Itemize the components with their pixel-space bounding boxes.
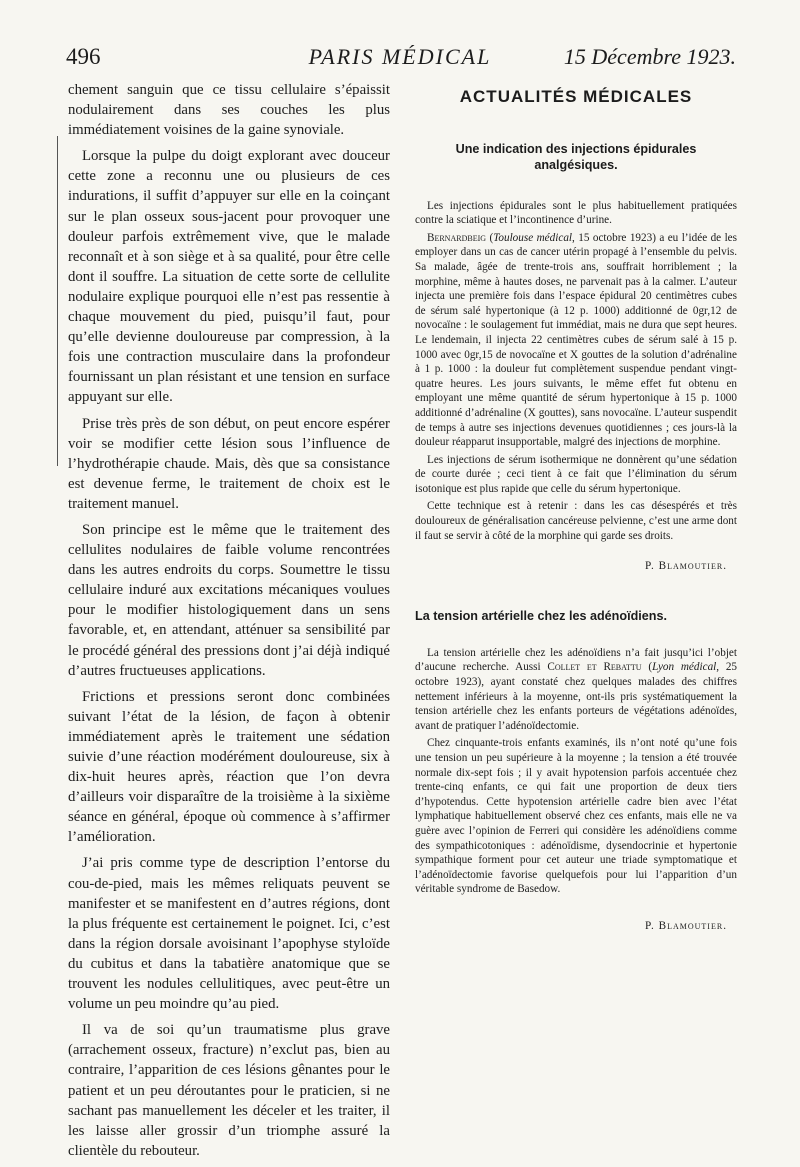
source-journal: Lyon médical — [652, 661, 717, 674]
article-title: La tension artérielle chez les adénoïdiens. — [415, 608, 667, 623]
issue-date: 15 Décembre 1923. — [563, 44, 736, 69]
signature: P. Blamoutier. — [645, 919, 727, 932]
paragraph: Frictions et pressions seront donc combinées suivant l’état de la lésion, de façon à obtenir immédiatement après le traitement une sédation suivie d’une réaction modérément douloureuse, six à dix-huit heures après, réaction que l’on devra d’ailleurs voir disparaître de la troisième à la sixième séance en général, époque où commence à s’affirmer l’amélioration. — [68, 688, 390, 846]
paragraph-text: , 25 octobre 1923), ayant constaté chez quelques malades des chiffres nettement inférieurs à la moyenne, ont-ils pris systématiquement la tension artérielle chez les enfants porteurs de végétations adénoïdes, avant de pratiquer l’adénoïdectomie. — [415, 661, 738, 732]
paragraph: Il va de soi qu’un traumatisme plus grave (arrachement osseux, fracture) n’exclut pas, bien au contraire, l’apparition de ces lésions gênantes pour le patient et un peu déroutantes pour le praticien, si ne sachant pas manuellement les déceler et les traiter, il les laisse aller grossir d’un triomphe assuré la clientèle du rebouteur. — [68, 1022, 390, 1159]
left-column — [68, 80, 390, 1167]
paragraph: Les injections épidurales sont le plus habituellement pratiquées contre la sciatique et l’incontinence d’urine. — [415, 199, 737, 227]
paragraph: Prise très près de son début, on peut encore espérer voir se modifier cette lésion sous l’influence de l’hydrothérapie chaude. Mais, dès que sa consistance est devenue ferme, le traitement de choix est le traitement manuel. — [68, 415, 390, 512]
source-journal: Toulouse médical — [493, 231, 573, 244]
article-title: Une indication des injections épidurales analgésiques. — [455, 141, 697, 172]
paragraph: La tension artérielle chez les adénoïdiens n’a fait jusqu’ici l’objet d’aucune recherche. Aussi Collet et Rebattu (Lyon médical, 25 octobre 1923), ayant constaté chez quelques malades des chiffres nettement inférieurs à la moyenne, ont-ils pris systématiquement la tension artérielle chez les enfants porteurs de végétations adénoïdes, avant de pratiquer l’adénoïdectomie. — [415, 646, 738, 732]
paragraph: Lorsque la pulpe du doigt explorant avec douceur cette zone a reconnu une ou plusieurs de ces indurations, il suffit d’appuyer sur elle en la coinçant sur le plan osseux sous-jacent pour provoquer une douleur parfois extrêmement vive, que le malade reconnaît et à son siège et à sa qualité, pour être celle dont il souffre. La situation de cette sorte de cellulite nodulaire explique pourquoi elle n’est pas ressentie à chaque mouvement du pied, puisqu’il faut, pour qu’elle devienne douloureuse par compression, à la fois une contraction musculaire dans la profondeur fournissant un plan résistant et une tension en surface appuyant sur elle. — [68, 148, 390, 406]
paragraph: Bernardbeig (Toulouse médical, 15 octobre 1923) a eu l’idée de les employer dans un cas de cancer utérin propagé à l’ensemble du pelvis. Sa malade, âgée de trente-trois ans, souffrait horriblement ; la morphine, même à hautes doses, ne parvenait pas à la calmer. L’auteur injecta une première fois dans l’espace épidural 20 centimètres cubes de sérum salé hypertonique (à 12 p. 1000) additionné de 0gr,12 de novocaïne : le soulagement fut immédiat, mais ne dura que sept heures. Le lendemain, il injecta 22 centimètres cubes de sérum salé à 15 p. 1000 avec 0gr,15 de novocaïne et X gouttes de la solution d’adrénaline à 1 p. 1000 : la douleur fut complètement suspendue pendant vingt-quatre heures. Les jours suivants, le même effet fut obtenu en employant une même quantité de sérum hypertonique à 15 p. 1000 additionné d’adrénaline (X gouttes), sans novocaïne. L’auteur suspendit de temps à autre ses injections devenues quotidiennes ; ces jours-là la douleur réapparut insupportable, malgré des injections de morphine. — [415, 231, 737, 449]
author-name: Collet et Rebattu — [547, 661, 642, 674]
margin-bracket — [57, 136, 64, 466]
paragraph: Les injections de sérum isothermique ne donnèrent qu’une sédation de courte durée ; ceci tient à ce fait que l’élimination du sérum isotonique est plus rapide que celle du sérum hypertonique. — [415, 453, 737, 495]
journal-title: PARIS MÉDICAL — [308, 44, 492, 69]
paragraph-text: , 15 octobre 1923) a eu l’idée de les employer dans un cas de cancer utérin propagé à l’ensemble du pelvis. Sa malade, âgée de trente-trois ans, souffrait horriblement ; la morphine, même à hautes doses, ne parvenait pas à la calmer. L’auteur injecta une première fois dans l’espace épidural 20 centimètres cubes de sérum salé hypertonique (à 12 p. 1000) additionné de 0gr,12 de novocaïne : le soulagement fut immédiat, mais ne dura que sept heures. Le lendemain, il injecta 22 centimètres cubes de sérum salé à 15 p. 1000 avec 0gr,15 de novocaïne et X gouttes de la solution d’adrénaline à 1 p. 1000 : la douleur fut complètement suspendue pendant vingt-quatre heures. Les jours suivants, le même effet fut obtenu en employant une même quantité de sérum hypertonique à 15 p. 1000 additionné d’adrénaline (X gouttes), sans novocaïne. L’auteur suspendit de temps à autre ses injections devenues quotidiennes ; ces jours-là la douleur réapparut insupportable, malgré des injections de morphine. — [415, 231, 737, 449]
section-title: ACTUALITÉS MÉDICALES — [459, 87, 693, 106]
paragraph: Chez cinquante-trois enfants examinés, ils n’ont noté qu’une fois une tension un peu supérieure à la moyenne ; la tension a été trouvée normale dix-sept fois ; il y avait hypotension parfois accentuée chez trente-cinq enfants, ce qui fait une proportion de deux tiers d’hypotendus. Cette hypotension artérielle cadre bien avec l’état lymphatique habituellement observé chez ces enfants, mais elle ne va guère avec l’opinion de Ferreri qui considère les adénoïdiens comme des sympathicotoniques : adénoïdisme, dysendocrinie et hypertonie sympathique forment pour cet auteur une triade symptomatique et l’adénoïdectomie favorise quelquefois pour lui l’apparition d’un véritable syndrome de Basedow. — [415, 737, 737, 896]
paragraph: J’ai pris comme type de description l’entorse du cou-de-pied, mais les mêmes reliquats peuvent se manifester et se manifestent en d’autres régions, dont la plus fréquente est certainement le poignet. Ici, c’est dans la région dorsale avoisinant l’apophyse styloïde du cubitus et dans la tabatière anatomique que se trouvent les nodules cellulitiques, avec peut-être un volume un peu moindre qu’au pied. — [68, 855, 390, 1013]
signature: P. Blamoutier. — [645, 560, 727, 573]
page-number: 496 — [66, 44, 101, 69]
right-column — [415, 87, 738, 934]
paragraph: chement sanguin que ce tissu cellulaire s’épaissit nodulairement dans ses couches les plus immédiatement voisines de la gaine synoviale. — [68, 82, 390, 139]
author-name: Bernardbeig — [427, 231, 487, 244]
paragraph: Son principe est le même que le traitement des cellulites nodulaires de faible volume rencontrées dans les autres endroits du corps. Soumettre le tissu cellulaire induré aux excitations mécaniques voulues pour le modifier histologiquement dans un sens favorable, et, en attendant, atténuer sa sensibilité par le procédé général des pressions dont j’ai déjà indiqué d’autres fructueuses applications. — [68, 521, 390, 679]
paragraph: Cette technique est à retenir : dans les cas désespérés et très douloureux de généralisation cancéreuse pelvienne, c’est une arme dont il faut se servir à côté de la morphine qui garde ses droits. — [415, 500, 737, 542]
paragraph-text: La tension artérielle chez les adénoïdiens n’a fait jusqu’ici l’objet d’aucune recherche. Aussi — [415, 646, 737, 674]
